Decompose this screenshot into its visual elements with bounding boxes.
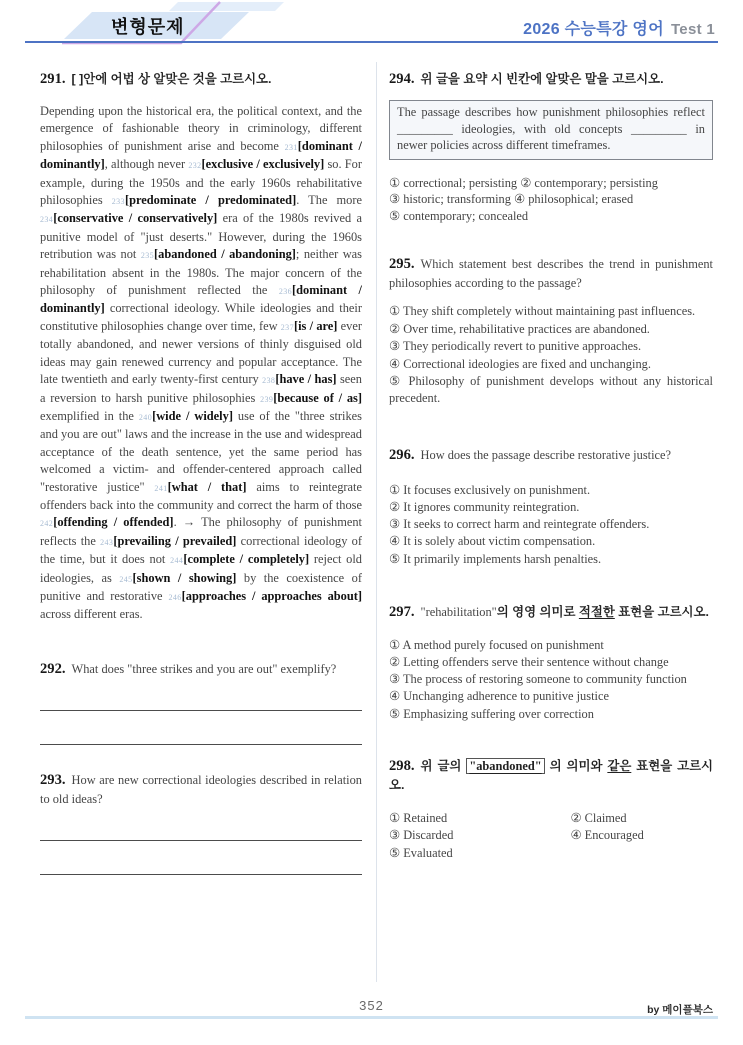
column-divider: [376, 62, 377, 982]
question-294: [389, 70, 713, 224]
grammar-choice: [predominate / predominated]: [124, 193, 297, 208]
answer-line: [40, 810, 362, 841]
grammar-choice: [exclusive / exclusively]: [201, 157, 325, 172]
option: ① It focuses exclusively on punishment.: [389, 482, 591, 497]
option: ① Retained: [389, 810, 448, 825]
option: ② Letting offenders serve their sentence without change: [389, 654, 669, 669]
option: ② Claimed: [570, 810, 627, 825]
grammar-choice: [offending / offended]: [53, 515, 174, 530]
passage-text: Depending upon the historical era, the political context, and the emergence of fashionable theory in criminology, different philosophies of punishment arise and become: [40, 104, 362, 153]
answer-line: [40, 841, 362, 875]
passage-text: ; neither was rehabilitation absent in the 1980s. The major concern of the philosophy of punishment reflected the: [40, 247, 362, 298]
left-column: [40, 70, 362, 875]
choice-number: 244: [170, 556, 184, 566]
question-heading: [389, 757, 713, 795]
grammar-choice: [approaches / approaches about]: [181, 588, 362, 603]
question-number: 296.: [389, 446, 415, 463]
underlined-word: 적절한: [578, 604, 615, 619]
page-number: 352: [359, 998, 384, 1013]
question-heading-text: [421, 72, 664, 86]
badge-label: 변형문제: [111, 17, 185, 37]
question-heading-text: [72, 72, 272, 86]
options: [389, 637, 713, 723]
answer-line: [40, 680, 362, 711]
question-293: [40, 771, 362, 875]
korean-instruction: 의 의미와: [544, 758, 608, 773]
option: ④ Correctional ideologies are fixed and unchanging.: [389, 356, 651, 371]
option: ③ The process of restoring someone to community function: [389, 672, 687, 687]
grammar-choice: [dominant / dominantly]: [40, 283, 362, 316]
choice-number: 237: [280, 322, 294, 332]
question-text: How are new correctional ideologies described in relation to old ideas?: [40, 772, 362, 806]
choice-number: 236: [278, 287, 293, 297]
passage-text: correctional ideology. While ideologies and their constitutive philosophies change over time, few: [40, 301, 362, 333]
answer-lines: [40, 810, 362, 875]
passage-text: exemplified in the: [40, 408, 139, 423]
korean-instruction: 의 영영 의미로: [496, 604, 579, 619]
header-title: [523, 16, 715, 39]
question-number: 295.: [389, 256, 415, 273]
grammar-choice: [what / that]: [167, 479, 247, 494]
question-297: [389, 603, 713, 723]
option-line: ① correctional; persisting ② contemporary; persisting: [389, 175, 658, 190]
option: ② Over time, rehabilitative practices are abandoned.: [389, 321, 650, 336]
answer-lines: [40, 680, 362, 745]
passage-text: correctional ideology of the time, but it does not: [40, 533, 362, 567]
boxed-underlined-word: "abandoned": [466, 758, 544, 774]
question-296: [389, 446, 713, 568]
option-line: ⑤ contemporary; concealed: [389, 208, 529, 223]
korean-instruction: 표현을 고르시오.: [614, 604, 709, 619]
question-292: [40, 660, 362, 745]
question-heading-text: [421, 448, 671, 462]
question-heading: [40, 771, 362, 809]
question-text: What does "three strikes and you are out" exemplify?: [71, 661, 337, 676]
question-heading: [389, 603, 713, 622]
question-text: How does the passage describe restorative justice?: [420, 447, 672, 462]
option: ⑤ Evaluated: [389, 845, 453, 860]
passage-text: . → The philosophy of punishment reflects the: [40, 515, 362, 548]
choice-number: 239: [260, 394, 274, 404]
choice-number: 235: [140, 251, 155, 261]
passage-text: by the coexistence of punitive and restorative: [40, 570, 362, 603]
grammar-choice: [because of / as]: [273, 390, 363, 405]
options: [389, 175, 713, 225]
passage-text: reject old ideologies, as: [40, 552, 362, 585]
choice-number: 232: [188, 161, 202, 171]
question-text: Which statement best describes the trend in punishment philosophies according to the passage?: [389, 257, 713, 291]
grammar-choice: [abandoned / abandoning]: [154, 247, 296, 262]
question-text: "rehabilitation": [420, 604, 497, 619]
question-heading: [389, 255, 713, 293]
choice-number: 241: [154, 483, 168, 493]
passage: [40, 103, 362, 624]
passage-text: . The more: [296, 193, 362, 208]
answer-line: [40, 711, 362, 745]
option-line: ③ historic; transforming ④ philosophical; erased: [389, 192, 634, 207]
question-number: 292.: [40, 660, 66, 677]
option: ③ Discarded: [389, 828, 454, 843]
choice-number: 246: [168, 592, 182, 602]
choice-number: 234: [40, 215, 54, 225]
option: ⑤ It primarily implements harsh penalties.: [389, 551, 602, 566]
grammar-choice: [prevailing / prevailed]: [113, 533, 237, 548]
choice-number: 238: [262, 376, 276, 386]
question-number: 293.: [40, 771, 66, 788]
passage-text: ever totally abandoned, and newer versions of thinly disguised old ideas may gain renewed currency and popular acceptance. The late twentieth and early twenty-first century: [40, 318, 362, 387]
korean-instruction: 위 글을 요약 시 빈칸에 알맞은 말을 고르시오.: [420, 72, 664, 86]
question-heading-text: [389, 758, 713, 792]
question-heading: [40, 660, 362, 679]
choice-number: 242: [40, 519, 54, 529]
question-heading: [40, 70, 362, 89]
grammar-choice: [complete / completely]: [183, 552, 310, 567]
passage-text: across different eras.: [40, 607, 143, 622]
grammar-choice: [is / are]: [293, 318, 338, 333]
option: ③ They periodically revert to punitive approaches.: [389, 339, 642, 354]
passage-text: seen a reversion to harsh punitive philosophies: [40, 372, 362, 405]
choice-number: 233: [111, 197, 125, 207]
question-number: 297.: [389, 603, 415, 620]
grammar-choice: [wide / widely]: [152, 408, 233, 423]
korean-instruction: 위 글의: [420, 758, 467, 773]
summary-box: The passage describes how punishment philosophies reflect _________ ideologies, with old concepts _________ in newer policies across different timeframes.: [389, 100, 713, 160]
grammar-choice: [conservative / conservatively]: [53, 211, 218, 226]
footer-rule: [25, 1016, 718, 1019]
option: ① They shift completely without maintaining past influences.: [389, 304, 696, 319]
option: ④ Encouraged: [570, 828, 644, 843]
option: ④ Unchanging adherence to punitive justice: [389, 689, 609, 704]
options: [389, 303, 713, 407]
option: ⑤ Philosophy of punishment develops without any historical precedent.: [389, 373, 713, 406]
header-rule: [25, 41, 718, 43]
passage-text: era of the 1980s revived a punitive model of "just deserts." However, during the 1960s retribution was not: [40, 211, 362, 262]
options: [389, 810, 713, 863]
question-heading-text: [389, 257, 713, 290]
option: ④ It is solely about victim compensation.: [389, 534, 596, 549]
publisher-credit: by 메이플북스: [647, 1004, 713, 1016]
question-heading-text: [72, 662, 337, 676]
question-number: 294.: [389, 71, 415, 87]
question-heading: [389, 70, 713, 89]
passage-text: , although never: [104, 157, 189, 172]
question-298: [389, 757, 713, 863]
option: ③ It seeks to correct harm and reintegrate offenders.: [389, 517, 650, 532]
grammar-choice: [shown / showing]: [132, 570, 237, 585]
choice-number: 243: [100, 537, 114, 547]
passage-text: use of the "three strikes and you are out" laws and the increase in the use and widespread acceptance of the death sentence, yet the same period has welcomed a victim- and offender-centered approach called "restorative justice": [40, 408, 362, 494]
header-subtitle: Test 1: [670, 21, 715, 38]
question-number: 291.: [40, 71, 66, 87]
option: ① A method purely focused on punishment: [389, 637, 604, 652]
grammar-choice: [dominant / dominantly]: [40, 138, 362, 172]
passage-text: aims to reintegrate offenders back into the community and correct the harm of those: [40, 479, 362, 512]
question-291: [40, 70, 362, 624]
passage-text: so. For example, during the 1950s and the early 1960s rehabilitative philosophies: [40, 157, 362, 208]
underlined-word: 같은: [607, 758, 632, 773]
right-column: [389, 70, 713, 863]
badge-back-shape: [169, 2, 284, 11]
choice-number: 240: [138, 412, 153, 422]
question-number: 298.: [389, 757, 415, 774]
grammar-choice: [have / has]: [275, 372, 337, 387]
choice-number: 245: [119, 574, 133, 584]
question-heading-text: [421, 605, 709, 619]
korean-instruction: 표현을 고르시오.: [389, 758, 714, 792]
korean-instruction: [ ]안에 어법 상 알맞은 것을 고르시오.: [71, 72, 272, 86]
choice-number: 231: [284, 142, 298, 152]
question-295: [389, 255, 713, 407]
question-heading: [389, 446, 713, 465]
options: [389, 482, 713, 568]
question-heading-text: [40, 773, 362, 806]
option: ② It ignores community reintegration.: [389, 499, 580, 514]
header-title-text: 2026 수능특강 영어: [523, 21, 664, 38]
option: ⑤ Emphasizing suffering over correction: [389, 706, 594, 721]
